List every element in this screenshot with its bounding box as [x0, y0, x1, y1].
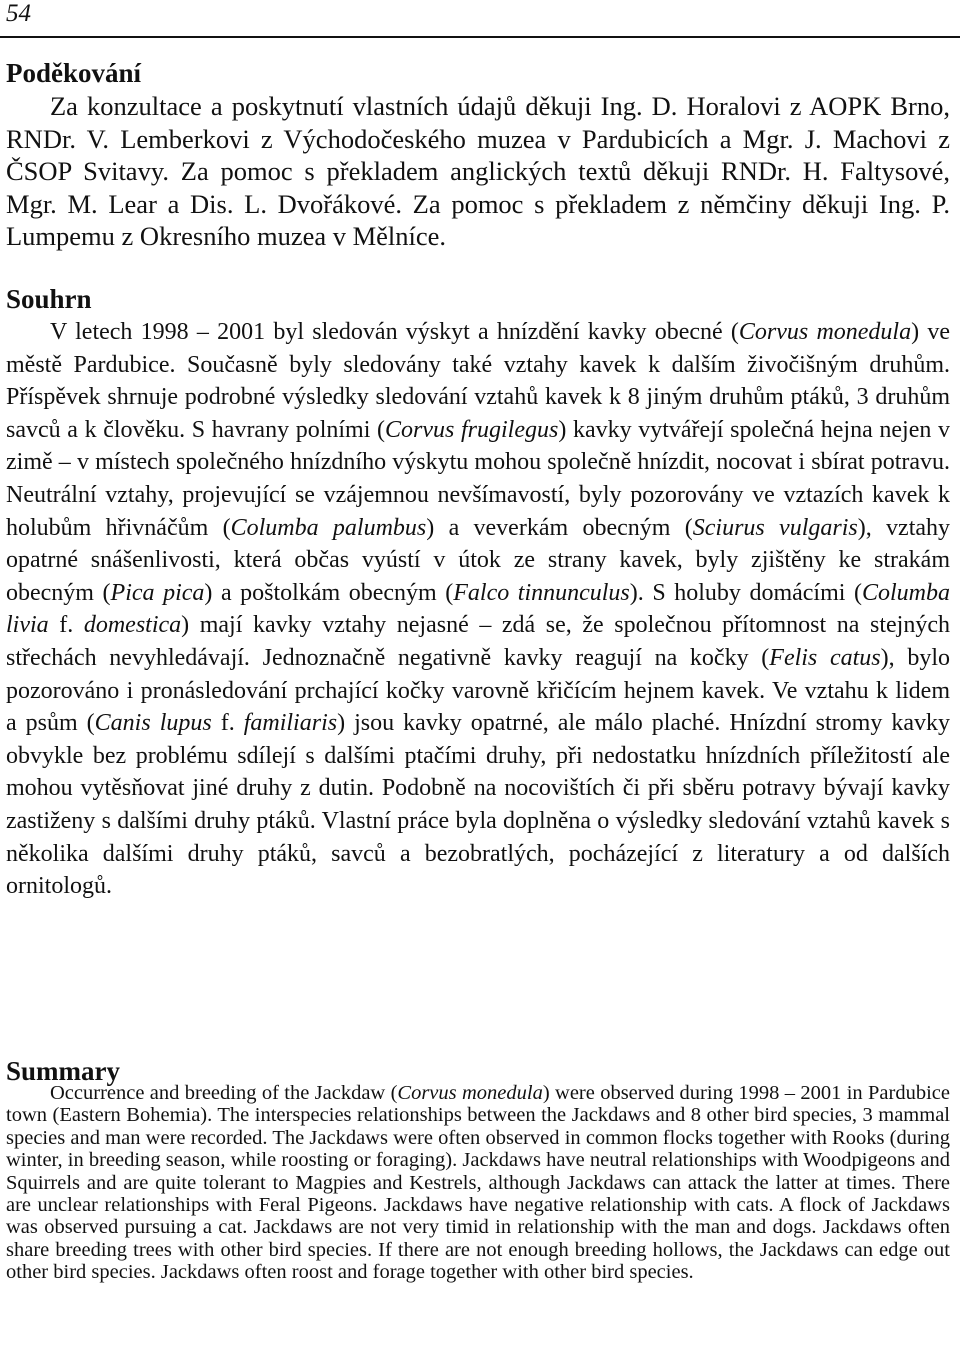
header-rule [0, 36, 960, 38]
acknowledgements-heading: Poděkování [6, 58, 142, 88]
summary-text: Occurrence and breeding of the Jackdaw (Corvus monedula) were observed during 1998 – 2001 in Pardubice town (Eastern Bohemia). The interspecies relationships between the Jackdaws and 8 other bird species, 3 mammal species and man were recorded. The Jackdaws were often observed in common flocks together with Rooks (during winter, in breeding season, while roosting or foraging). Jackdaws have neutral relationships with Woodpigeons and Squirrels and are quite tolerant to Magpies and Kestrels, although Jackdaws can attack the latter at times. There are unclear relationships with Feral Pigeons. Jackdaws have negative relationship with cats. A flock of Jackdaws was observed pursuing a cat. Jackdaws are not very timid in relationship with the man and dogs. Jackdaws often share breeding trees with other bird species. If there are not enough breeding hollows, the Jackdaws can edge out other bird species. Jackdaws often roost and forage together with other bird species. [6, 1082, 950, 1284]
souhrn-text: V letech 1998 – 2001 byl sledován výskyt a hnízdění kavky obecné (Corvus monedula) ve městě Pardubice. Současně byly sledovány také vztahy kavek k dalším živočišným druhům. Příspěvek shrnuje podrobné výsledky sledování vztahů kavek k 8 jiným druhům ptáků, 3 druhům savců a k člověku. S havrany polními (Corvus frugilegus) kavky vytvářejí společná hejna nejen v zimě – v místech společného hnízdního výskytu mohou společně hnízdit, nocovat i sbírat potravu. Neutrální vztahy, projevující se vzájemnou nevšímavostí, byly pozorovány ve vztazích kavek k holubům hřivnáčům (Columba palumbus) a veverkám obecným (Sciurus vulgaris), vztahy opatrné snášenlivosti, která občas vyústí v útok ze strany kavek, byly zjištěny ke strakám obecným (Pica pica) a poštolkám obecným (Falco tinnunculus). S holuby domácími (Columba livia f. domestica) mají kavky vztahy nejasné – zdá se, že společnou přítomnost na stejných střechách nevyhledávají. Jednoznačně negativně kavky reagují na kočky (Felis catus), bylo pozorováno i pronásledování prchající kočky varovně křičícím hejnem kavek. Ve vztahu k lidem a psům (Canis lupus f. familiaris) jsou kavky opatrné, ale málo plaché. Hnízdní stromy kavky obvykle bez problému sdílejí s dalšími ptačími druhy, při nedostatku hnízdních příležitostí ale mohou vytěsňovat jiné druhy z dutin. Podobně na nocovištích či při sběru potravy bývají kavky zastiženy s dalšími druhy ptáků. Vlastní práce byla doplněna o výsledky sledování vztahů kavek s několika dalšími druhy ptáků, savců a bezobratlých, pocházející z literatury a od dalších ornitologů. [6, 319, 951, 900]
souhrn-heading: Souhrn [6, 284, 92, 314]
acknowledgements-text: Za konzultace a poskytnutí vlastních údajů děkuji Ing. D. Horalovi z AOPK Brno, RNDr. V. Lemberkovi z Východočeského muzea v Pardubicích a Mgr. J. Machovi z ČSOP Svitavy. Za pomoc s překladem anglických textů děkuji RNDr. H. Faltysové, Mgr. M. Lear a Dis. L. Dvořákové. Za pomoc s překladem z němčiny děkuji Ing. P. Lumpemu z Okresního muzea v Mělníce. [6, 91, 950, 251]
summary-heading: Summary [6, 1056, 120, 1086]
page-number: 54 [6, 0, 31, 27]
